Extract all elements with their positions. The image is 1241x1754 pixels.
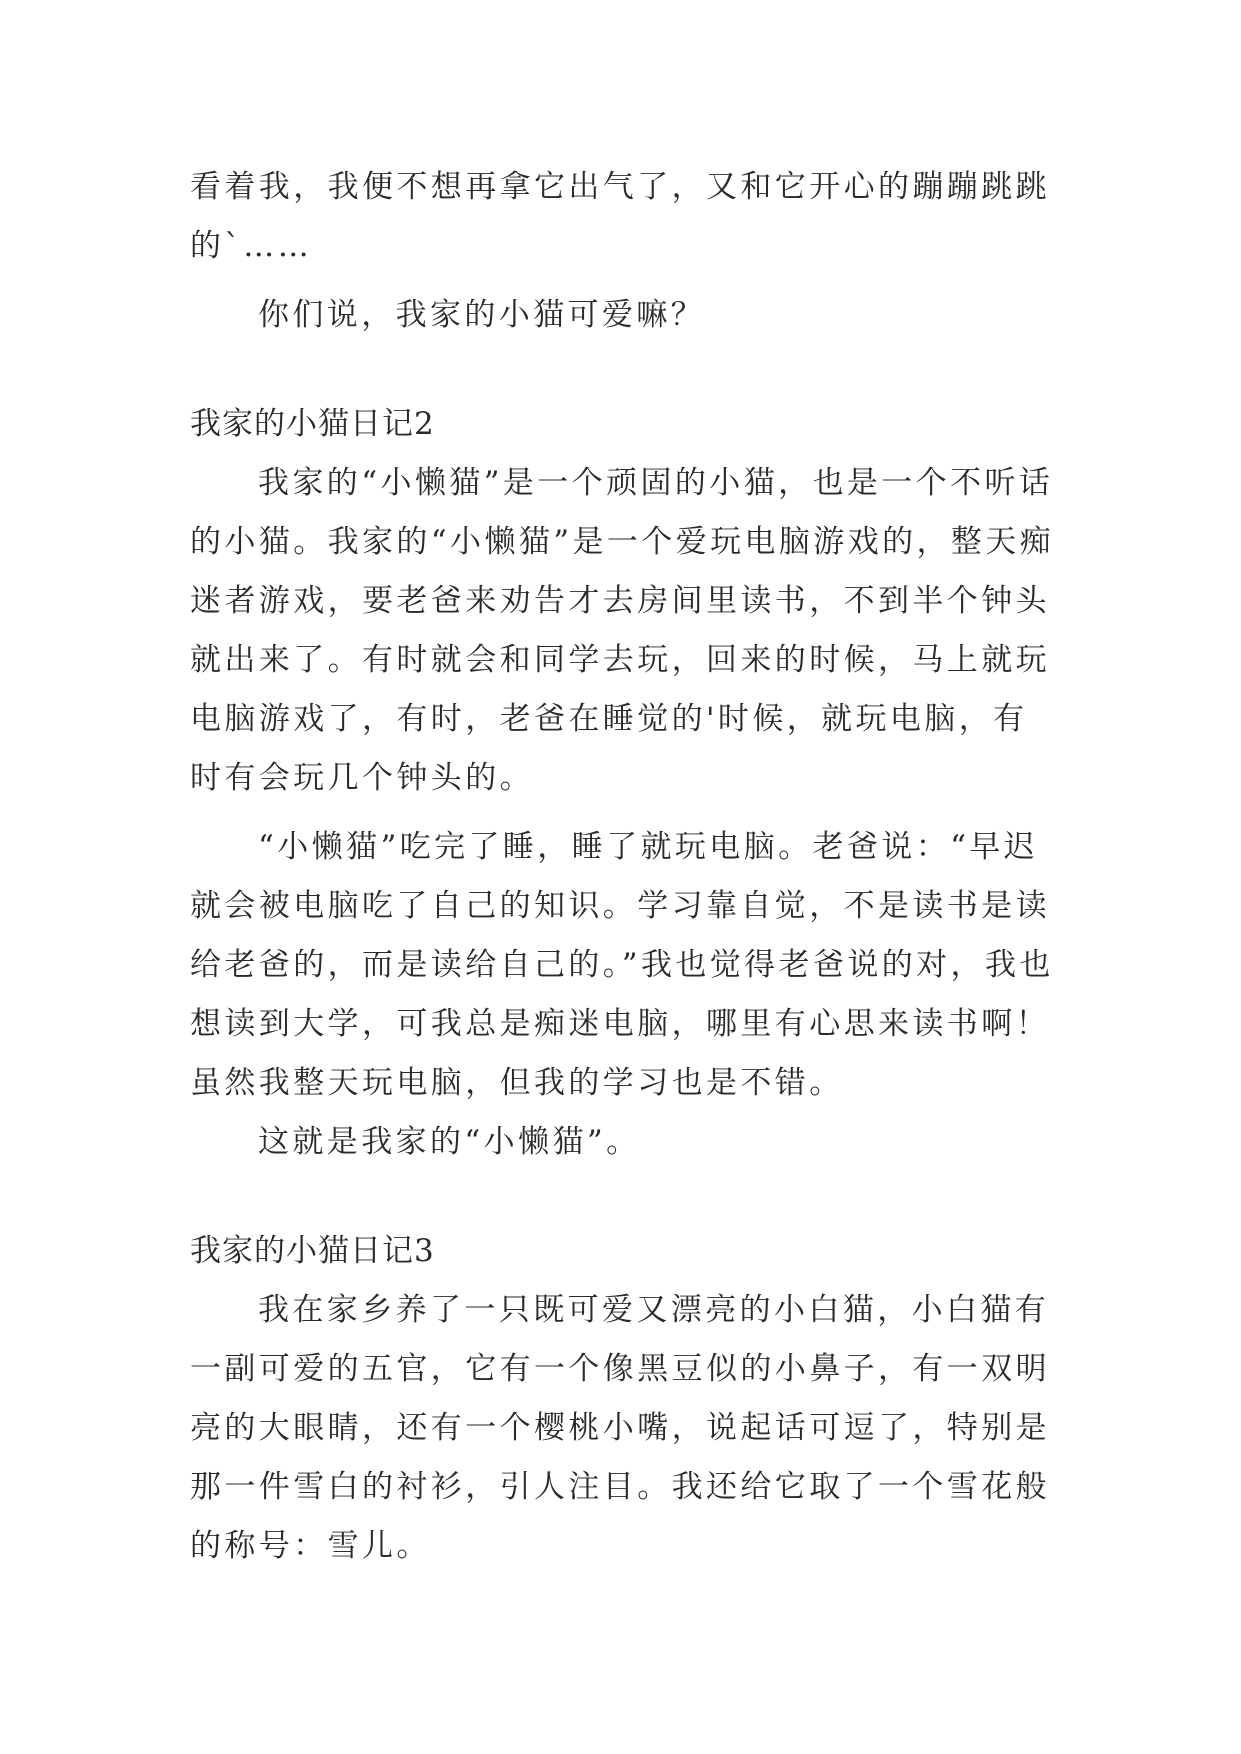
section-heading-2: 我家的小猫日记2 (190, 406, 435, 442)
paragraph-closing-question: 你们说，我家的小猫可爱嘛？ (258, 297, 706, 333)
spacer (190, 1172, 1056, 1222)
spacer (190, 345, 1056, 395)
spacer (190, 808, 1056, 818)
section2-paragraph-3: 这就是我家的“小懒猫”。 (258, 1124, 641, 1160)
section2-paragraph-2: “小懒猫”吃完了睡，睡了就玩电脑。老爸说：“早迟就会被电脑吃了自己的知识。学习靠自觉，不是读书是读给老爸的，而是读给自己的。”我也觉得老爸说的对，我也想读到大学，可我总是痴迷电脑，哪里有心思来读书啊！虽然我整天玩电脑，但我的学习也是不错。 (190, 829, 1054, 1101)
section-heading-3: 我家的小猫日记3 (190, 1233, 435, 1269)
document-body (190, 158, 1056, 1576)
paragraph-continuation: 看着我，我便不想再拿它出气了，又和它开心的蹦蹦跳跳的`…… (190, 169, 1050, 264)
section2-paragraph-1: 我家的“小懒猫”是一个顽固的小猫，也是一个不听话的小猫。我家的“小懒猫”是一个爱玩电脑游戏的，整天痴迷者游戏，要老爸来劝告才去房间里读书，不到半个钟头就出来了。有时就会和同学去玩，回来的时候，马上就玩电脑游戏了，有时，老爸在睡觉的'时候，就玩电脑，有时有会玩几个钟头的。 (190, 465, 1055, 796)
spacer (190, 276, 1056, 286)
section3-paragraph-1: 我在家乡养了一只既可爱又漂亮的小白猫，小白猫有一副可爱的五官，它有一个像黑豆似的小鼻子，有一双明亮的大眼睛，还有一个樱桃小嘴，说起话可逗了，特别是那一件雪白的衬衫，引人注目。我还给它取了一个雪花般的称号：雪儿。 (190, 1292, 1050, 1564)
